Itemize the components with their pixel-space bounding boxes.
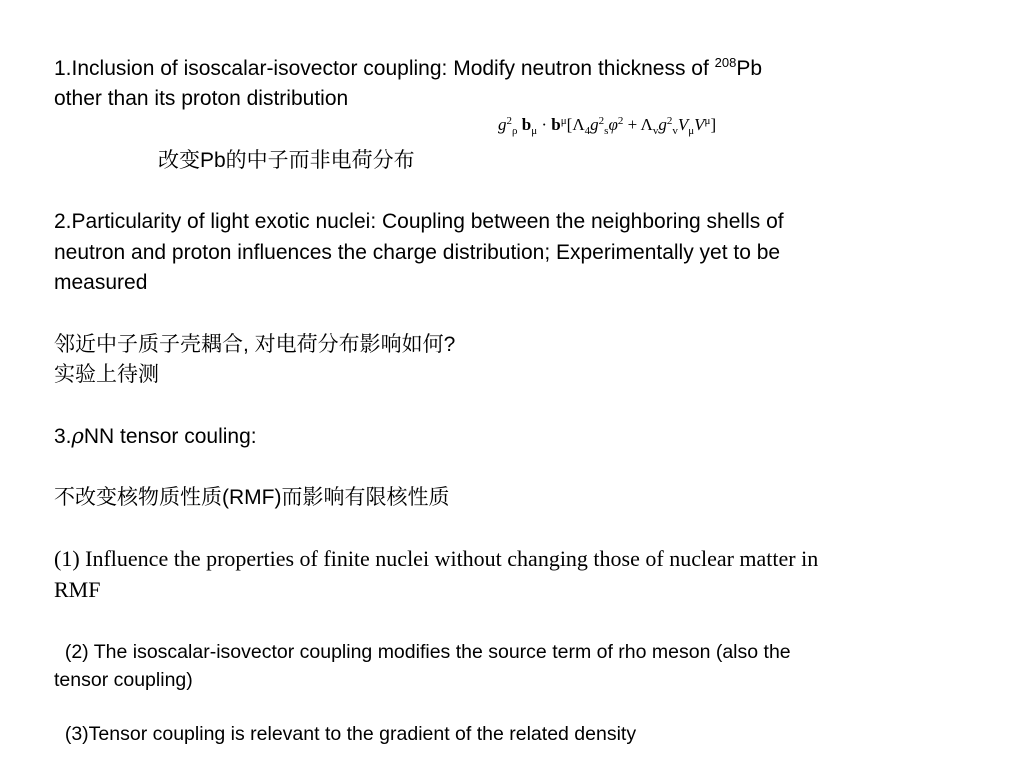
item3-heading-text: NN tensor couling:	[83, 425, 257, 448]
item3-prefix: 3.	[54, 425, 72, 448]
rho-symbol: ρ	[71, 424, 84, 448]
item1-chinese: 改变Pb的中子而非电荷分布	[158, 149, 415, 172]
note2-line2: tensor coupling)	[54, 669, 193, 691]
note3: (3)Tensor coupling is relevant to the gradient of the related density	[54, 723, 637, 745]
item2-chinese1: 邻近中子质子壳耦合, 对电荷分布影响如何?	[54, 333, 456, 356]
item1-line2: other than its proton distribution	[54, 87, 349, 110]
note2-line1: (2) The isoscalar-isovector coupling modifies the source term of rho meson (also the	[54, 641, 791, 663]
pb-mass-number: 208	[714, 55, 737, 70]
item2-line2: neutron and proton influences the charge distribution; Experimentally yet to be	[54, 241, 781, 264]
pb-symbol: Pb	[736, 57, 763, 80]
item1-heading-text: 1.Inclusion of isoscalar-isovector coupling: Modify neutron thickness of	[54, 57, 715, 80]
item3-chinese: 不改变核物质性质(RMF)而影响有限核性质	[54, 486, 450, 509]
item3-heading	[54, 426, 257, 447]
item2-line3: measured	[54, 271, 148, 294]
item2-chinese2: 实验上待测	[54, 363, 159, 386]
item1-heading	[54, 55, 763, 80]
note1-line1: (1) Influence the properties of finite nuclei without changing those of nuclear matter in	[54, 546, 819, 571]
coupling-formula: $g^2_\rho$ $b_\mu \cdot b^\mu[\Lambda_4g^2_s\varphi^2 + \Lambda_vg^2_vV_\mu V^\mu]$	[498, 115, 717, 137]
item2-line1: 2.Particularity of light exotic nuclei: Coupling between the neighboring shells of	[54, 210, 784, 233]
note1-line2: RMF	[54, 577, 101, 602]
